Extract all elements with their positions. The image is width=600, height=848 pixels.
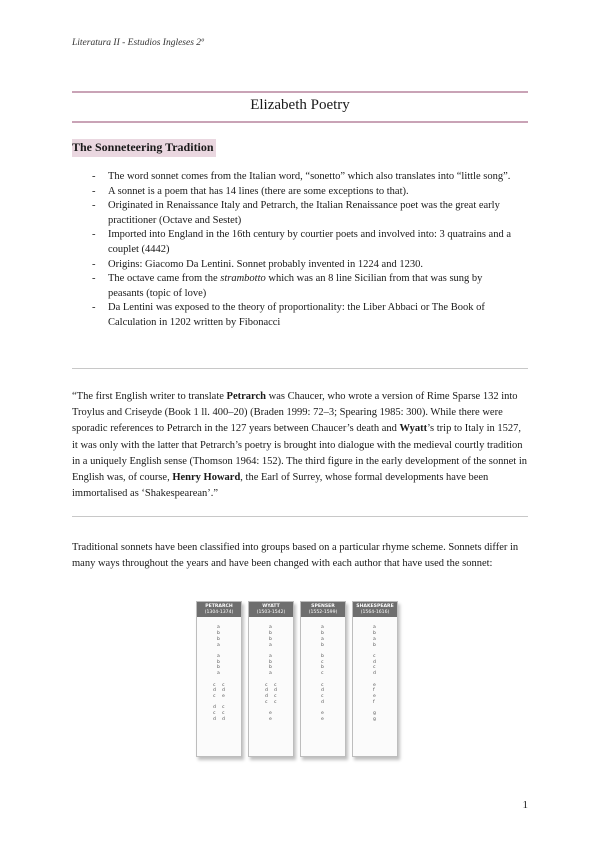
rhyme-letter: b bbox=[321, 653, 324, 659]
rhyme-letter: c bbox=[213, 682, 216, 688]
italic-term: strambotto bbox=[220, 273, 266, 285]
name-wyatt: Wyatt bbox=[399, 423, 428, 435]
poet-name: SPENSER bbox=[311, 604, 335, 609]
list-item: - Originated in Renaissance Italy and Petrarch, the Italian Renaissance poet was the great early practitioner (Octave and Sestet) bbox=[92, 200, 500, 226]
rhyme-letter: c bbox=[321, 682, 324, 688]
rhyme-letter: a bbox=[269, 671, 272, 677]
rhyme-letter: b bbox=[217, 630, 220, 636]
list-item-text: The octave came from the bbox=[108, 273, 221, 285]
list-item-text: Da Lentini was exposed to the theory of proportionality: the Liber Abbaci or The Book of Calculation in 1202 written by Fibonacci bbox=[108, 302, 485, 328]
name-henry-howard: Henry Howard bbox=[172, 472, 241, 484]
rhyme-letter: c bbox=[321, 694, 324, 700]
rhyme-letter: b bbox=[321, 665, 324, 671]
rhyme-letter: b bbox=[321, 642, 324, 648]
rhyme-letter: b bbox=[269, 636, 272, 642]
rhyme-letter: c bbox=[274, 694, 277, 700]
rhyme-letter: f bbox=[373, 699, 375, 705]
rhyme-letter: a bbox=[321, 625, 324, 631]
list-item: - The octave came from the strambotto which was an 8 line Sicilian from that was sung by peasants (topic of love) bbox=[92, 273, 483, 299]
rhyme-letter: a bbox=[373, 636, 376, 642]
rhyme-letter: c bbox=[265, 699, 268, 705]
title-bottom-rule bbox=[72, 121, 528, 123]
rhyme-letter: e bbox=[321, 711, 324, 717]
title-top-rule bbox=[72, 91, 528, 93]
rhyme-letter: b bbox=[217, 659, 220, 665]
scheme-column-shakespeare bbox=[352, 601, 398, 757]
list-item-text: Origins: Giacomo Da Lentini. Sonnet probably invented in 1224 and 1230. bbox=[108, 258, 423, 270]
rhyme-letter: f bbox=[373, 688, 375, 694]
rhyme-letter: g bbox=[373, 711, 376, 717]
list-item: - Imported into England in the 16th century by courtier poets and involved into: 3 quatrains and a couplet (4442) bbox=[92, 229, 511, 255]
rhyme-letter: d bbox=[265, 694, 268, 700]
rhyme-letter: c bbox=[213, 694, 216, 700]
rhyme-letter: b bbox=[217, 665, 220, 671]
running-header: Literatura II - Estudios Ingleses 2º bbox=[72, 38, 204, 48]
divider bbox=[72, 516, 528, 517]
scheme-column-caption bbox=[301, 602, 345, 617]
list-item: - Da Lentini was exposed to the theory of proportionality: the Liber Abbaci or The Book of Calculation in 1202 written by Fibonacci bbox=[92, 302, 485, 328]
section-heading: The Sonneteering Tradition bbox=[72, 139, 216, 157]
scheme-column-petrarch bbox=[196, 601, 242, 757]
rhyme-letter: a bbox=[217, 653, 220, 659]
rhyme-letter: c bbox=[222, 682, 225, 688]
list-item-text: Imported into England in the 16th century by courtier poets and involved into: 3 quatrains and a couplet (4442) bbox=[108, 229, 511, 255]
rhyme-letter: b bbox=[373, 642, 376, 648]
rhyme-letter: b bbox=[269, 659, 272, 665]
poet-dates: (1552-1599) bbox=[308, 609, 338, 615]
poet-dates: (1564-1616) bbox=[360, 609, 390, 615]
rhyme-letter: c bbox=[213, 711, 216, 717]
rhyme-letter: c bbox=[265, 682, 268, 688]
rhyme-letter: c bbox=[222, 705, 225, 711]
scheme-column-caption bbox=[197, 602, 241, 617]
list-item: - A sonnet is a poem that has 14 lines (there are some exceptions to that). bbox=[92, 185, 409, 197]
rhyme-letter: a bbox=[269, 642, 272, 648]
rhyme-letter: c bbox=[321, 671, 324, 677]
rhyme-letter: d bbox=[213, 705, 216, 711]
name-petrarch: Petrarch bbox=[226, 391, 266, 402]
rhyme-letter: d bbox=[321, 699, 324, 705]
rhyme-letter: c bbox=[274, 699, 277, 705]
list-item: - The word sonnet comes from the Italian word, “sonetto” which also translates into “little song”. bbox=[92, 171, 511, 182]
scheme-column-caption bbox=[249, 602, 293, 617]
rhyme-letter: d bbox=[274, 688, 277, 694]
rhyme-letter: a bbox=[269, 653, 272, 659]
scheme-column-spenser bbox=[300, 601, 346, 757]
list-item-text: Originated in Renaissance Italy and Petrarch, the Italian Renaissance poet was the great early practitioner (Octave and Sestet) bbox=[108, 200, 500, 226]
rhyme-letter: b bbox=[217, 636, 220, 642]
list-item: - Origins: Giacomo Da Lentini. Sonnet probably invented in 1224 and 1230. bbox=[92, 258, 423, 270]
poet-name: PETRARCH bbox=[205, 604, 233, 609]
poet-name: WYATT bbox=[262, 604, 280, 609]
divider bbox=[72, 368, 528, 369]
list-item-text: which was an 8 line Sicilian from that was sung by peasants (topic of love) bbox=[108, 273, 483, 299]
rhyme-letter: d bbox=[373, 659, 376, 665]
rhyme-letter: e bbox=[222, 694, 225, 700]
rhyme-letter: a bbox=[373, 625, 376, 631]
poet-dates: (1304-1374) bbox=[204, 609, 234, 615]
scheme-column-wyatt bbox=[248, 601, 294, 757]
rhyme-letter: d bbox=[321, 688, 324, 694]
rhyme-letter: b bbox=[373, 630, 376, 636]
rhyme-letter: e bbox=[269, 717, 272, 723]
rhyme-letter: d bbox=[222, 688, 225, 694]
rhyme-letter: b bbox=[321, 630, 324, 636]
list-item-text: A sonnet is a poem that has 14 lines (there are some exceptions to that). bbox=[108, 185, 409, 197]
rhyme-letter: d bbox=[222, 717, 225, 723]
rhyme-scheme-figure bbox=[196, 601, 394, 763]
rhyme-letter: c bbox=[373, 665, 376, 671]
rhyme-letter: e bbox=[373, 694, 376, 700]
scheme-column-caption bbox=[353, 602, 397, 617]
body-paragraph: Traditional sonnets have been classified into groups based on a particular rhyme scheme. Sonnets differ in many ways throughout the years and have been changed with each author that have used the sonnet: bbox=[72, 542, 519, 570]
rhyme-letter: a bbox=[217, 625, 220, 631]
rhyme-letter: c bbox=[321, 659, 324, 665]
rhyme-letter: g bbox=[373, 717, 376, 723]
poet-dates: (1503-1542) bbox=[256, 609, 286, 615]
page-title: Elizabeth Poetry bbox=[250, 97, 350, 113]
rhyme-letter: b bbox=[269, 665, 272, 671]
poet-name: SHAKESPEARE bbox=[356, 604, 394, 609]
rhyme-letter: a bbox=[269, 625, 272, 631]
rhyme-letter: b bbox=[269, 630, 272, 636]
rhyme-letter: a bbox=[217, 642, 220, 648]
rhyme-letter: d bbox=[213, 717, 216, 723]
rhyme-letter: d bbox=[213, 688, 216, 694]
rhyme-letter: a bbox=[321, 636, 324, 642]
page-number: 1 bbox=[522, 799, 528, 811]
rhyme-letter: d bbox=[373, 671, 376, 677]
bullet-list bbox=[92, 170, 512, 331]
rhyme-letter: e bbox=[373, 682, 376, 688]
rhyme-letter: c bbox=[373, 653, 376, 659]
list-item-text: The word sonnet comes from the Italian word, “sonetto” which also translates into “little song”. bbox=[108, 171, 511, 182]
rhyme-letter: c bbox=[274, 682, 277, 688]
quote-paragraph: “The first English writer to translate Petrarch was Chaucer, who wrote a version of Rime Sparse 132 into Troylus and Criseyde (Book 1 ll. 400–20) (Braden 1999: 72–3; Spearing 1985: 300). While there were sporadic references to Petrarch in the 127 years between Chaucer’s death and Wyatt’s trip to Italy in 1527, it was only with the latter that Petrarch’s poetry is brought into dialogue with the medieval courtly tradition in a uniquely English sense (Thomson 1964: 152). The third figure in the early development of the sonnet in English was, of course, Henry Howard, the Earl of Surrey, whose formal developments have been immortalised as ‘Shakespearean’.” bbox=[72, 391, 528, 500]
rhyme-letter: d bbox=[265, 688, 268, 694]
rhyme-letter: e bbox=[269, 711, 272, 717]
rhyme-letter: a bbox=[217, 671, 220, 677]
rhyme-letter: e bbox=[321, 717, 324, 723]
rhyme-letter: c bbox=[222, 711, 225, 717]
